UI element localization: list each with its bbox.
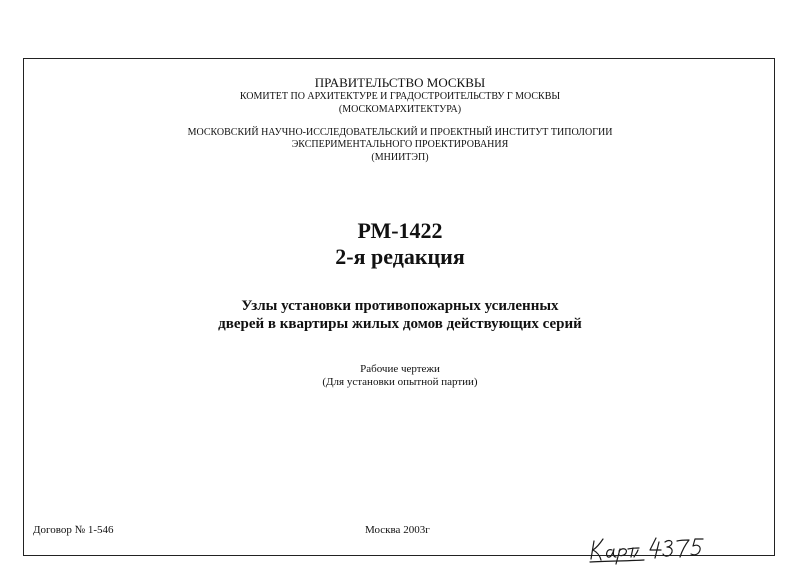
institute-name-line2: ЭКСПЕРИМЕНТАЛЬНОГО ПРОЕКТИРОВАНИЯ [291,139,509,150]
document-subject-line2: дверей в квартиры жилых домов действующих серий [218,316,582,332]
institute-abbreviation: (МНИИТЭП) [371,152,429,163]
committee-abbreviation: (МОСКОМАРХИТЕКТУРА) [338,104,462,115]
document-edition: 2-я редакция [335,244,465,269]
document-subject-line1: Узлы установки противопожарных усиленных [241,298,559,314]
contract-number: Договор № 1-546 [33,524,114,536]
institute-name: МОСКОВСКИЙ НАУЧНО-ИССЛЕДОВАТЕЛЬСКИЙ И ПРОЕКТНЫЙ ИНСТИТУТ ТИПОЛОГИИ [187,127,613,138]
document-code: РМ-1422 [357,218,443,243]
work-note: (Для установки опытной партии) [322,376,478,388]
work-type: Рабочие чертежи [360,363,440,375]
handwritten-note [588,533,706,565]
government-heading: ПРАВИТЕЛЬСТВО МОСКВЫ [314,75,486,90]
city-year: Москва 2003г [365,524,430,536]
committee-name: КОМИТЕТ ПО АРХИТЕКТУРЕ И ГРАДОСТРОИТЕЛЬСТВУ Г МОСКВЫ [239,91,561,102]
